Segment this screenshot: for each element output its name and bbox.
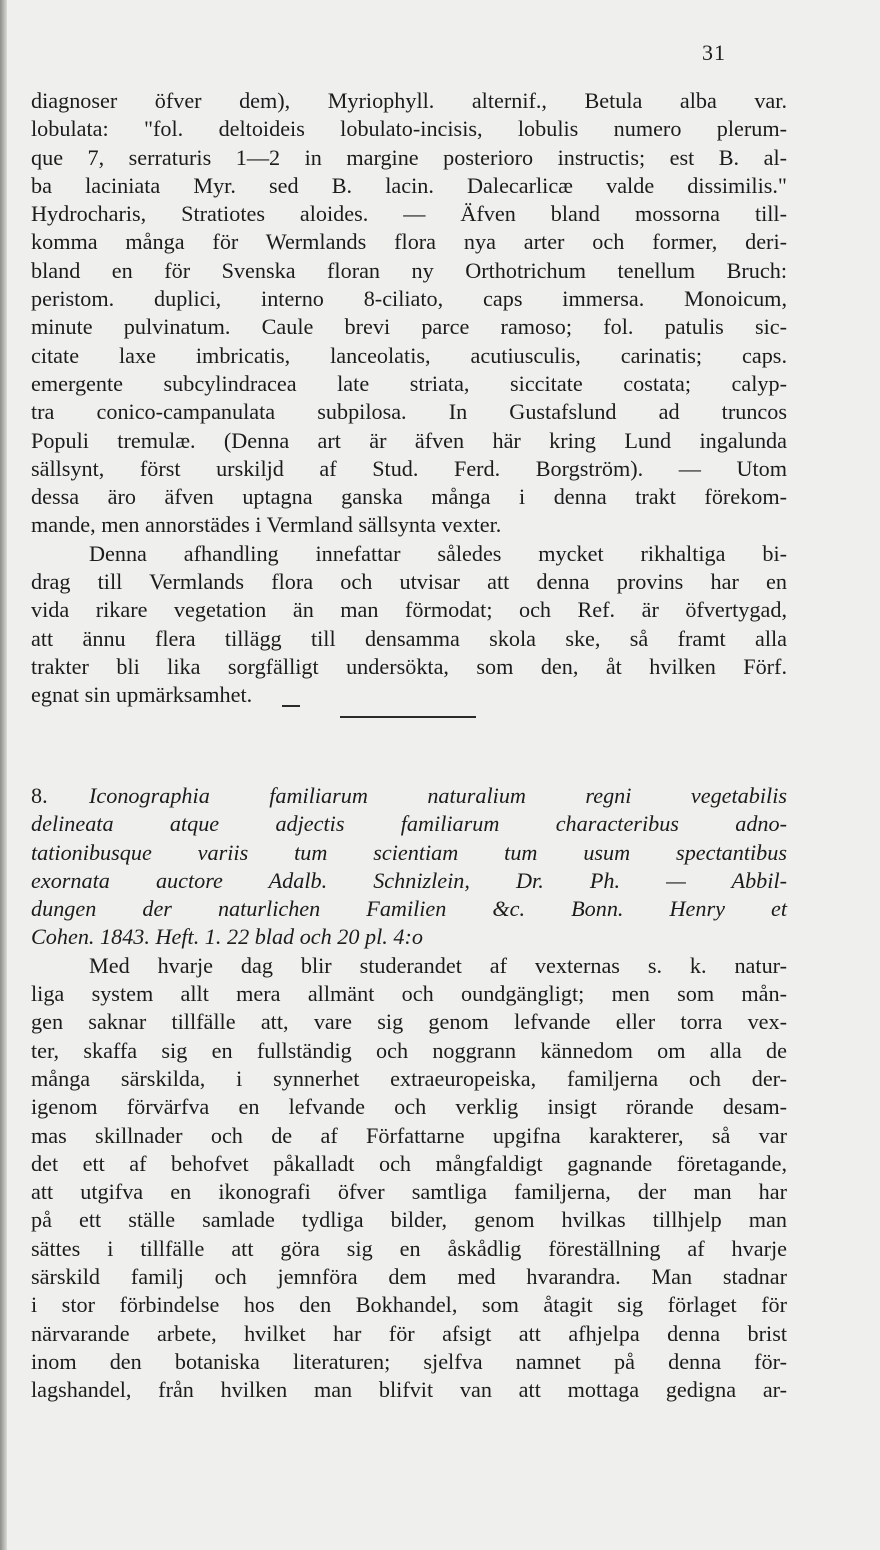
text-line: dessa äro äfven uptagna ganska många i denna trakt förekom- [31, 484, 787, 510]
text-line: närvarande arbete, hvilket har för afsigt att afhjelpa denna brist [31, 1320, 787, 1346]
text-line: emergente subcylindracea late striata, siccitate costata; calyp- [31, 370, 787, 396]
citation-heading-line [31, 782, 787, 810]
citation-line: tationibusque variis tum scientiam tum usum spectantibus [31, 839, 787, 865]
text-line: på ett ställe samlade tydliga bilder, genom hvilkas tillhjelp man [31, 1207, 787, 1233]
citation-line: dungen der naturlichen Familien &c. Bonn. Henry et [31, 896, 787, 922]
text-line: Denna afhandling innefattar således mycket rikhaltiga bi- [89, 540, 787, 566]
text-line: att utgifva en ikonografi öfver samtliga familjerna, der man har [31, 1179, 787, 1205]
text-line: trakter bli lika sorgfälligt undersökta, som den, åt hvilken Förf. [31, 653, 787, 679]
text-line: citate laxe imbricatis, lanceolatis, acutiusculis, carinatis; caps. [31, 342, 787, 368]
text-line: mas skillnader och de af Författarne upgifna karakterer, så var [31, 1122, 787, 1148]
text-line: minute pulvinatum. Caule brevi parce ramoso; fol. patulis sic- [31, 314, 787, 340]
text-line: i stor förbindelse hos den Bokhandel, som åtagit sig förlaget för [31, 1292, 787, 1318]
text-line: Populi tremulæ. (Denna art är äfven här kring Lund ingalunda [31, 427, 787, 453]
text-line: ba laciniata Myr. sed B. lacin. Dalecarlicæ valde dissimilis." [31, 172, 787, 198]
text-line: sättes i tillfälle att göra sig en åskådlig föreställning af hvarje [31, 1235, 787, 1261]
text-line: peristom. duplici, interno 8-ciliato, caps immersa. Monoicum, [31, 286, 787, 312]
text-line: lagshandel, från hvilken man blifvit van att mottaga gedigna ar- [31, 1377, 787, 1403]
review-entry-8 [31, 782, 787, 1405]
page-binding-edge [0, 0, 7, 1550]
citation-title-start: Iconographia familiarum naturalium regni vegetabilis [89, 783, 787, 808]
text-line: tra conico-campanulata subpilosa. In Gustafslund ad truncos [31, 399, 787, 425]
text-line: que 7, serraturis 1—2 in margine posterioro instructis; est B. al- [31, 144, 787, 170]
text-line: det ett af behofvet påkalladt och mångfaldigt gagnande företagande, [31, 1150, 787, 1176]
citation-line: delineata atque adjectis familiarum characteribus adno- [31, 811, 787, 837]
text-line: vida rikare vegetation än man förmodat; och Ref. är öfvertygad, [31, 597, 787, 623]
section-divider-long [340, 716, 476, 718]
text-line: egnat sin upmärksamhet. [31, 682, 253, 708]
text-line: särskild familj och jemnföra dem med hvarandra. Man stadnar [31, 1264, 787, 1290]
text-line: gen saknar tillfälle att, vare sig genom lefvande eller torra vex- [31, 1009, 787, 1035]
page-number: 31 [702, 40, 726, 65]
citation-line: exornata auctore Adalb. Schnizlein, Dr. Ph. — Abbil- [31, 867, 787, 893]
review-continuation [31, 87, 787, 710]
citation-line: Cohen. 1843. Heft. 1. 22 blad och 20 pl. 4:o [31, 924, 423, 950]
entry-number: 8. [31, 783, 48, 808]
text-line: sällsynt, först urskiljd af Stud. Ferd. Borgström). — Utom [31, 455, 787, 481]
text-line: inom den botaniska literaturen; sjelfva namnet på denna för- [31, 1348, 787, 1374]
text-line: många särskilda, i synnerhet extraeuropeiska, familjerna och der- [31, 1065, 787, 1091]
text-line: lobulata: "fol. deltoideis lobulato-incisis, lobulis numero plerum- [31, 116, 787, 142]
text-line: mande, men annorstädes i Vermland sällsynta vexter. [31, 512, 502, 538]
section-divider-short [282, 705, 300, 707]
text-line: att ännu flera tillägg till densamma skola ske, så framt alla [31, 625, 787, 651]
text-line: liga system allt mera allmänt och oundgängligt; men som mån- [31, 981, 787, 1007]
text-line: ter, skaffa sig en fullständig och noggrann kännedom om alla de [31, 1037, 787, 1063]
text-line: diagnoser öfver dem), Myriophyll. alternif., Betula alba var. [31, 88, 787, 113]
text-line: drag till Vermlands flora och utvisar att denna provins har en [31, 569, 787, 595]
text-line: igenom förvärfva en lefvande och verklig insigt rörande desam- [31, 1094, 787, 1120]
text-line: Hydrocharis, Stratiotes aloides. — Äfven bland mossorna till- [31, 201, 787, 227]
text-line: Med hvarje dag blir studerandet af vexternas s. k. natur- [89, 952, 787, 978]
text-line: bland en för Svenska floran ny Orthotrichum tenellum Bruch: [31, 257, 787, 283]
text-line: komma många för Wermlands flora nya arter och former, deri- [31, 229, 787, 255]
